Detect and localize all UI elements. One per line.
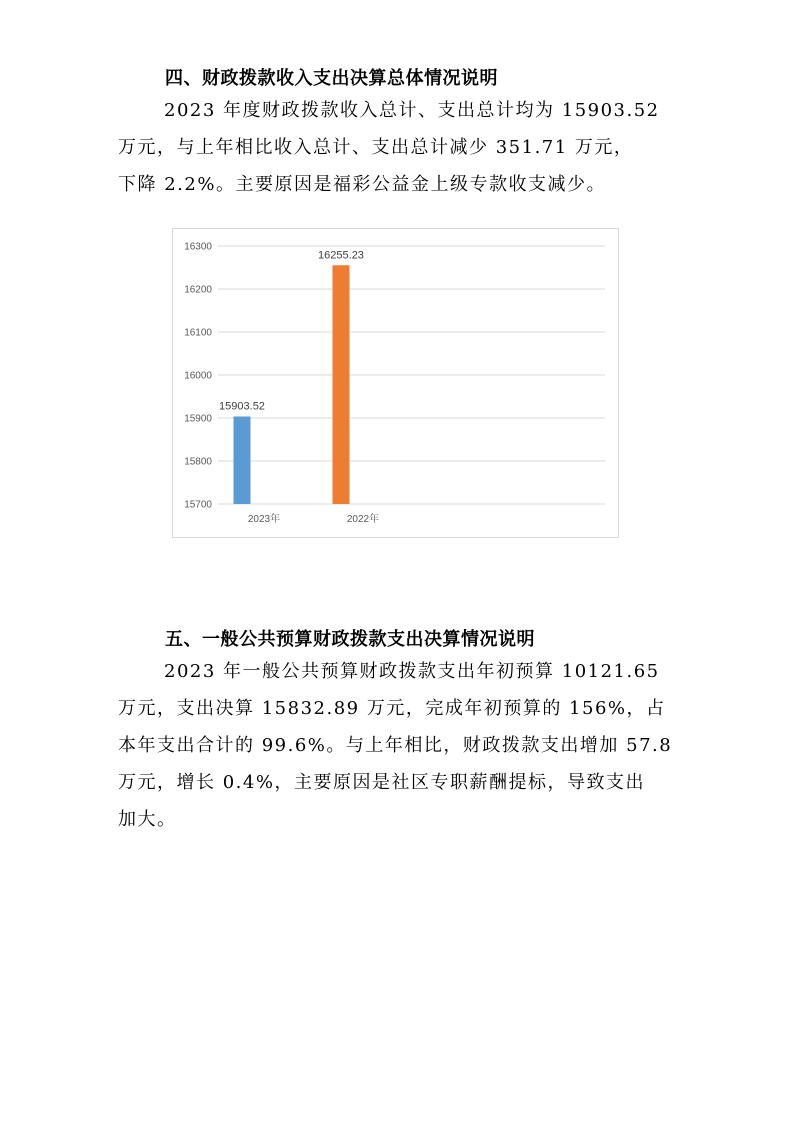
data-label: 15903.52 bbox=[219, 400, 265, 413]
y-tick-label: 16200 bbox=[184, 284, 212, 296]
y-tick-label: 16000 bbox=[184, 370, 212, 382]
paragraph-line: 本年支出合计的 99.6%。与上年相比，财政拨款支出增加 57.8 bbox=[118, 735, 673, 756]
y-tick-label: 16100 bbox=[184, 327, 212, 339]
x-tick-label: 2023年 bbox=[247, 514, 281, 525]
paragraph-line: 下降 2.2%。主要原因是福彩公益金上级专款收支减少。 bbox=[118, 174, 606, 195]
data-label: 16255.23 bbox=[318, 249, 364, 262]
paragraph-line: 万元，支出决算 15832.89 万元，完成年初预算的 156%，占 bbox=[118, 698, 666, 719]
paragraph-line: 2023 年一般公共预算财政拨款支出年初预算 10121.65 bbox=[164, 661, 660, 682]
section-5-paragraph bbox=[118, 653, 678, 838]
bar-chart-canvas bbox=[173, 229, 618, 537]
bar bbox=[333, 265, 350, 504]
paragraph-line: 万元，与上年相比收入总计、支出总计减少 351.71 万元， bbox=[118, 137, 634, 158]
x-tick-label: 2022年 bbox=[346, 514, 380, 525]
y-tick-label: 15700 bbox=[184, 499, 212, 511]
section-4-paragraph bbox=[118, 92, 678, 203]
paragraph-line: 加大。 bbox=[118, 809, 177, 830]
section-4-heading: 四、财政拨款收入支出决算总体情况说明 bbox=[165, 68, 498, 89]
y-tick-label: 16300 bbox=[184, 241, 212, 253]
bar-chart bbox=[172, 228, 619, 538]
paragraph-line: 2023 年度财政拨款收入总计、支出总计均为 15903.52 bbox=[164, 100, 660, 121]
section-5-heading: 五、一般公共预算财政拨款支出决算情况说明 bbox=[165, 629, 535, 650]
bar bbox=[234, 416, 251, 504]
y-tick-label: 15900 bbox=[184, 413, 212, 425]
paragraph-line: 万元，增长 0.4%，主要原因是社区专职薪酬提标，导致支出 bbox=[118, 772, 645, 793]
y-tick-label: 15800 bbox=[184, 456, 212, 468]
